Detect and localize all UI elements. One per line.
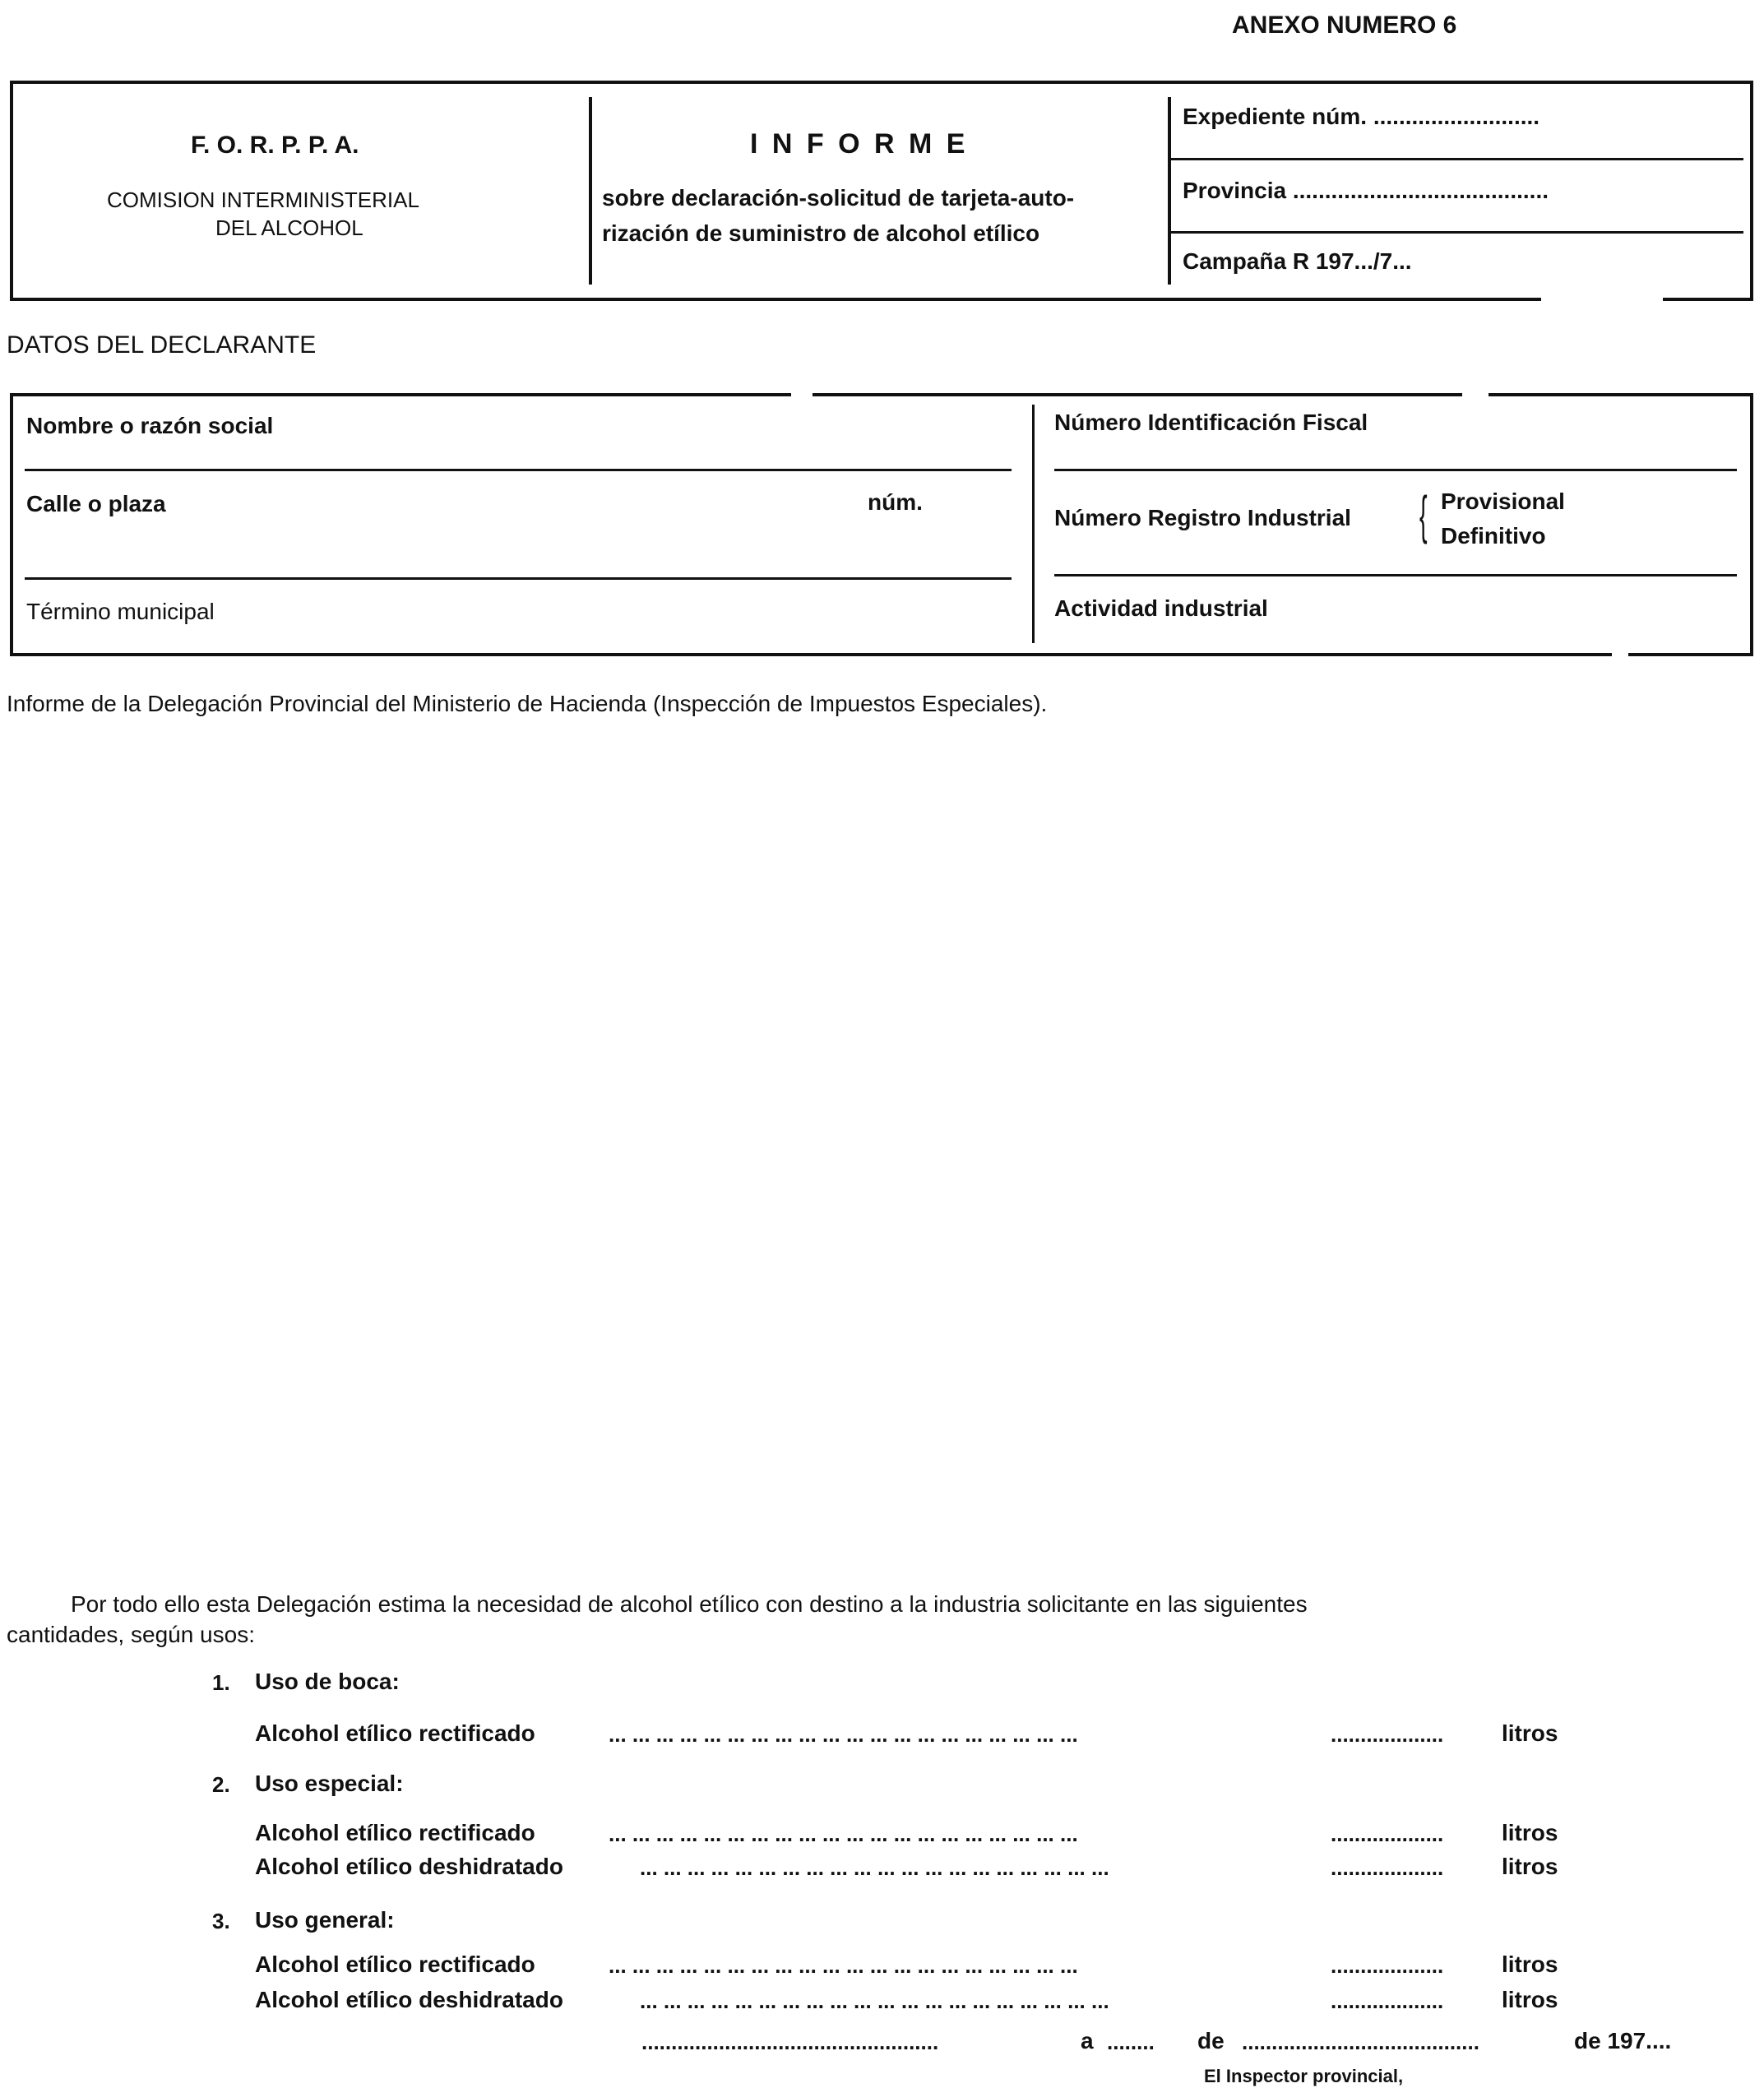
registry-definitive: Definitivo [1441, 523, 1546, 549]
report-subtitle-line1: sobre declaración-solicitud de tarjeta-auto- [602, 185, 1075, 211]
dot-leader: ... ... ... ... ... ... ... ... ... ... ... ... ... ... ... ... ... ... ... ... [640, 1988, 1109, 2013]
unit-label: litros [1502, 1854, 1558, 1879]
use-label: Uso especial: [255, 1771, 404, 1796]
date-a-label: a [1081, 2028, 1094, 2053]
report-body-area[interactable] [7, 732, 1750, 1571]
brace-icon: { [1419, 485, 1428, 544]
use-number: 2. [212, 1772, 230, 1797]
quantity-field[interactable]: ................... [1331, 1855, 1444, 1880]
municipality-label: Término municipal [26, 599, 215, 624]
conclusion-text-line1: Por todo ello esta Delegación estima la necesidad de alcohol etílico con destino a la industria solicitante en las siguientes [71, 1591, 1308, 1617]
declarant-section-title: DATOS DEL DECLARANTE [7, 331, 317, 359]
nif-label: Número Identificación Fiscal [1054, 410, 1368, 435]
street-number-label: núm. [868, 489, 923, 515]
registry-label: Número Registro Industrial [1054, 505, 1351, 530]
dot-leader: ... ... ... ... ... ... ... ... ... ... ... ... ... ... ... ... ... ... ... ... [609, 1822, 1078, 1846]
quantity-field[interactable]: ................... [1331, 1953, 1444, 1978]
item-name: Alcohol etílico rectificado [255, 1820, 535, 1845]
unit-label: litros [1502, 1987, 1558, 2012]
unit-label: litros [1502, 1951, 1558, 1977]
dot-leader: ... ... ... ... ... ... ... ... ... ... ... ... ... ... ... ... ... ... ... ... [640, 1855, 1109, 1880]
delegation-report-label: Informe de la Delegación Provincial del Ministerio de Hacienda (Inspección de Impuestos Especiales). [7, 691, 1048, 716]
use-label: Uso de boca: [255, 1669, 400, 1694]
org-acronym: F. O. R. P. P. A. [191, 132, 359, 159]
org-name-line1: COMISION INTERMINISTERIAL [107, 188, 419, 212]
activity-label: Actividad industrial [1054, 595, 1268, 621]
date-day-field[interactable]: ........ [1107, 2030, 1155, 2054]
name-label: Nombre o razón social [26, 413, 274, 438]
quantity-field[interactable]: ................... [1331, 1988, 1444, 2013]
unit-label: litros [1502, 1720, 1558, 1746]
dot-leader: ... ... ... ... ... ... ... ... ... ... ... ... ... ... ... ... ... ... ... ... [609, 1953, 1078, 1978]
use-label: Uso general: [255, 1907, 395, 1933]
use-number: 1. [212, 1670, 230, 1695]
dot-leader: ... ... ... ... ... ... ... ... ... ... ... ... ... ... ... ... ... ... ... ... [609, 1722, 1078, 1747]
date-place-field[interactable]: .................................................. [641, 2030, 939, 2054]
date-year-label: de 197.... [1574, 2028, 1672, 2053]
quantity-field[interactable]: ................... [1331, 1822, 1444, 1846]
item-name: Alcohol etílico deshidratado [255, 1987, 563, 2012]
quantity-field[interactable]: ................... [1331, 1722, 1444, 1747]
item-name: Alcohol etílico rectificado [255, 1720, 535, 1746]
use-number: 3. [212, 1909, 230, 1933]
campana-field[interactable]: Campaña R 197.../7... [1183, 248, 1412, 274]
expediente-field[interactable]: Expediente núm. .......................... [1183, 104, 1540, 129]
registry-provisional: Provisional [1441, 488, 1565, 514]
conclusion-text-line2: cantidades, según usos: [7, 1622, 255, 1647]
item-name: Alcohol etílico deshidratado [255, 1854, 563, 1879]
date-de-label: de [1197, 2028, 1225, 2053]
item-name: Alcohol etílico rectificado [255, 1951, 535, 1977]
org-name-line2: DEL ALCOHOL [215, 215, 363, 240]
provincia-field[interactable]: Provincia ........................................ [1183, 178, 1549, 203]
report-subtitle-line2: rización de suministro de alcohol etílico [602, 220, 1040, 246]
date-month-field[interactable]: ........................................ [1242, 2030, 1479, 2054]
unit-label: litros [1502, 1820, 1558, 1845]
annex-title: ANEXO NUMERO 6 [1232, 12, 1457, 39]
report-title: I N F O R M E [750, 128, 969, 160]
signature-label: El Inspector provincial, [1204, 2066, 1404, 2086]
street-label: Calle o plaza [26, 491, 166, 516]
